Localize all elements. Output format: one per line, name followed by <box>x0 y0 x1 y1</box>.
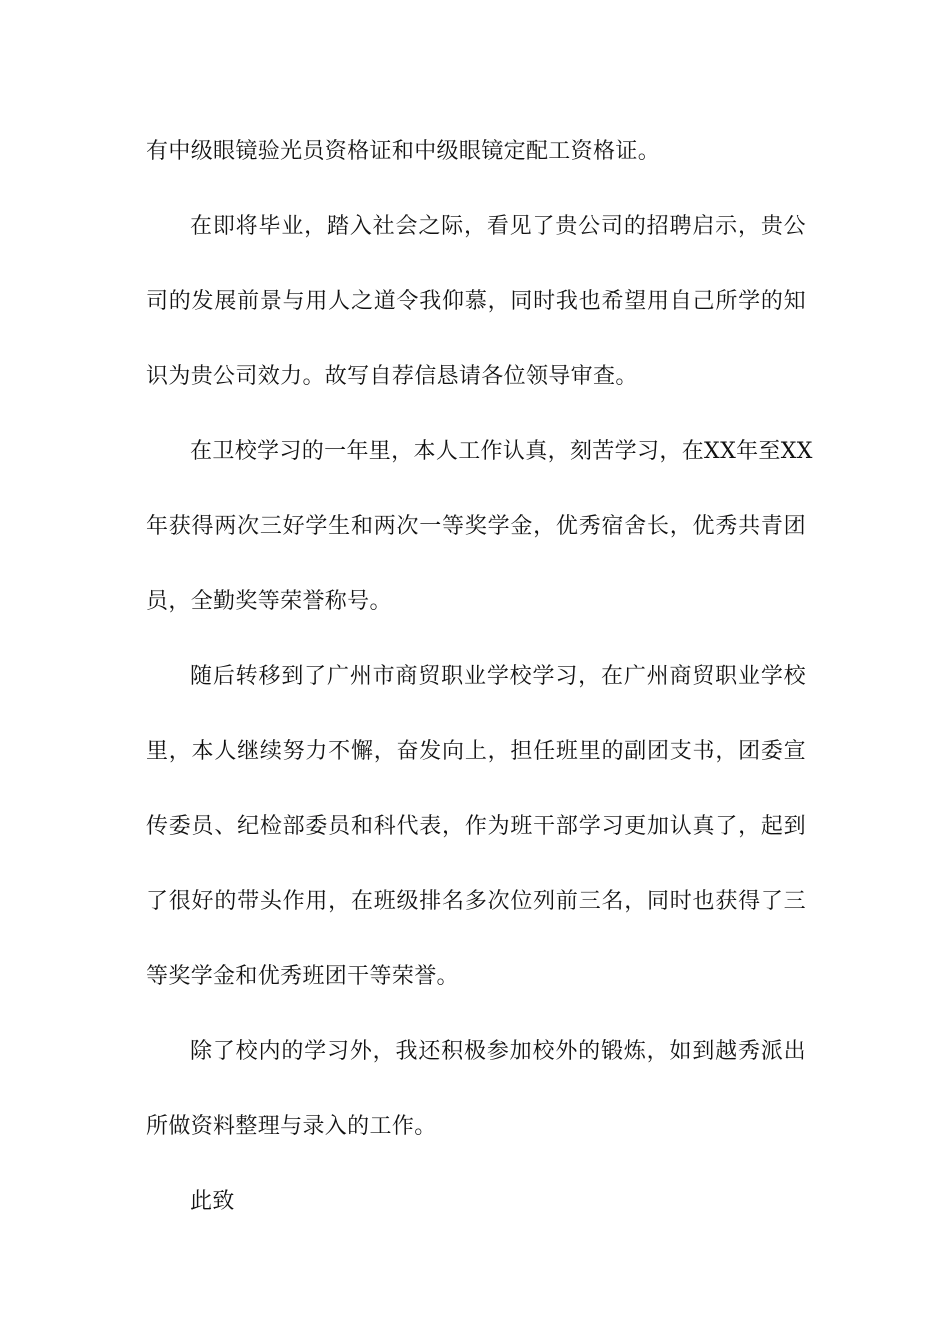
text-line: 随后转移到了广州市商贸职业学校学习，在广州商贸职业学校 <box>190 664 806 689</box>
text-line: 在即将毕业，踏入社会之际，看见了贵公司的招聘启示，贵公 <box>190 214 806 239</box>
text-line: 有中级眼镜验光员资格证和中级眼镜定配工资格证。 <box>146 139 661 164</box>
closing-line: 此致 <box>190 1189 235 1214</box>
text-line: 司的发展前景与用人之道令我仰慕，同时我也希望用自己所学的知 <box>146 289 806 314</box>
text-line: 所做资料整理与录入的工作。 <box>146 1114 437 1139</box>
text-line: 了很好的带头作用，在班级排名多次位列前三名，同时也获得了三 <box>146 889 806 914</box>
text-line: 等奖学金和优秀班团干等荣誉。 <box>146 964 459 989</box>
text-line: 除了校内的学习外，我还积极参加校外的锻炼，如到越秀派出 <box>190 1039 806 1064</box>
text-line: 识为贵公司效力。故写自荐信恳请各位领导审查。 <box>146 364 638 389</box>
text-line: 年获得两次三好学生和两次一等奖学金，优秀宿舍长，优秀共青团 <box>146 514 806 539</box>
text-line: 传委员、纪检部委员和科代表，作为班干部学习更加认真了，起到 <box>146 814 806 839</box>
text-line: 员，全勤奖等荣誉称号。 <box>146 589 392 614</box>
text-line: 里，本人继续努力不懈，奋发向上，担任班里的副团支书，团委宣 <box>146 739 806 764</box>
text-line: 在卫校学习的一年里，本人工作认真，刻苦学习，在XX年至XX <box>190 439 813 464</box>
